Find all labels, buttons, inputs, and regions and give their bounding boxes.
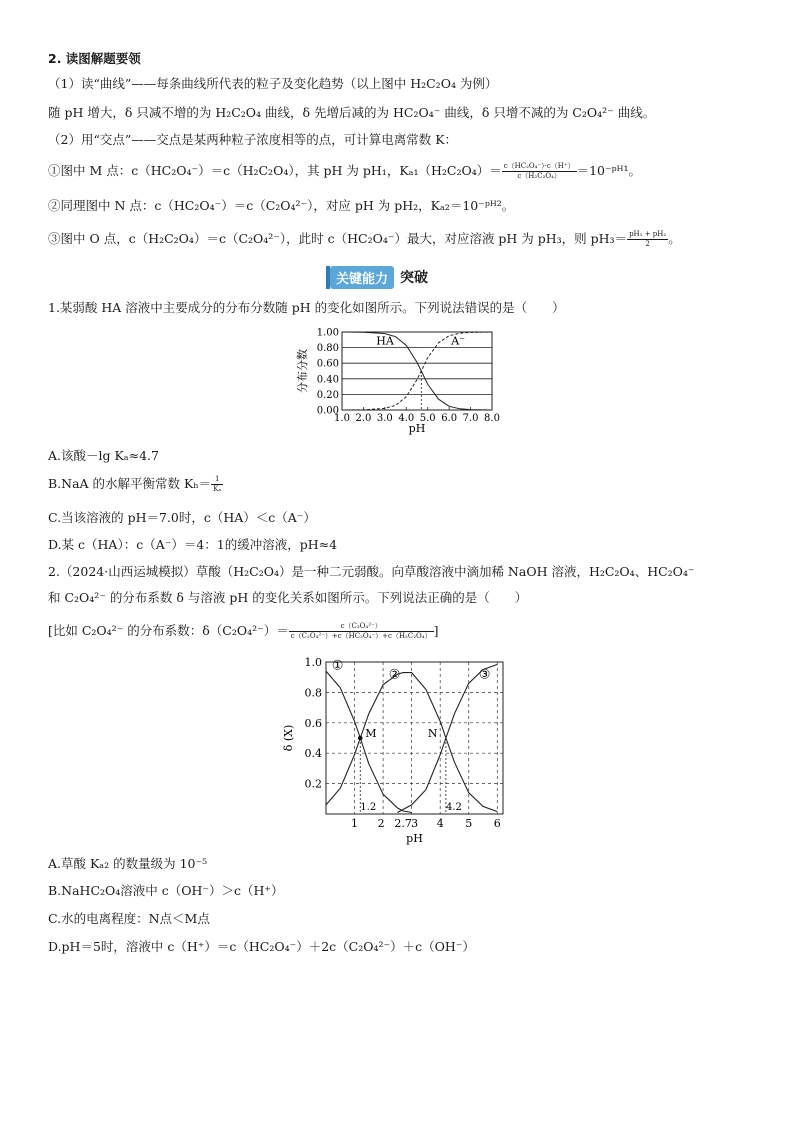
paragraph-point-m — [48, 162, 641, 181]
x-tick-label: 1 — [351, 817, 359, 830]
q1-option-a[interactable]: A.该酸－lg Kₐ≈4.7 — [48, 448, 159, 463]
series-label-a: A⁻ — [451, 334, 466, 348]
kh-denominator: Kₐ — [213, 485, 222, 493]
point-marker-M — [358, 736, 363, 741]
ka1-numerator: c（HC₂O₄⁻）·c（H⁺） — [503, 162, 575, 170]
q2-option-c[interactable]: C.水的电离程度：N点＜M点 — [48, 911, 210, 926]
ph3-fraction — [627, 230, 668, 249]
y-tick-label: 0.80 — [316, 343, 339, 355]
banner-tag: 关键能力 — [330, 266, 394, 289]
x-axis-label: pH — [406, 832, 423, 845]
y-tick-label: 0.2 — [304, 777, 322, 791]
y-tick-label: 0.60 — [316, 358, 339, 370]
q2-note — [48, 622, 438, 641]
q1-option-b[interactable] — [48, 475, 223, 494]
y-tick-label: 0.40 — [316, 374, 339, 386]
x-tick-label: 5 — [465, 817, 473, 830]
y-axis-label: δ (X) — [282, 724, 295, 752]
ka1-fraction — [502, 162, 577, 181]
ka1-denominator: c（H₂C₂O₄） — [517, 172, 561, 180]
y-tick-label: 1.0 — [304, 656, 322, 669]
series-label-ha: HA — [376, 334, 394, 348]
q1-option-b-text: B.NaA 的水解平衡常数 Kₕ＝ — [48, 476, 212, 491]
plot-frame — [326, 662, 503, 814]
q1-chart — [292, 322, 552, 442]
series-label-2: ② — [388, 667, 401, 683]
point-label-N: N — [427, 727, 438, 740]
kh-fraction — [211, 475, 223, 494]
x-tick-label: 4 — [436, 817, 444, 830]
banner-title: 突破 — [400, 270, 429, 286]
x-tick-label: 6.0 — [441, 413, 458, 424]
paragraph-point-n: ②同理图中 N 点：c（HC₂O₄⁻）＝c（C₂O₄²⁻），对应 pH 为 pH₂，Kₐ₂＝10⁻ᵖᴴ²。 — [48, 198, 515, 213]
series-line-2 — [397, 664, 497, 812]
ph3-denominator: 2 — [645, 240, 650, 248]
plot-frame — [342, 332, 492, 410]
y-axis-label: 分布分数 — [296, 349, 309, 393]
q1-option-c[interactable]: C.当该溶液的 pH＝7.0时，c（HA）＜c（A⁻） — [48, 510, 316, 525]
marked-x-label: 4.2 — [445, 802, 462, 813]
q1-option-d[interactable]: D.某 c（HA）：c（A⁻）＝4：1的缓冲溶液，pH≈4 — [48, 537, 338, 552]
x-tick-label: 6 — [493, 817, 501, 830]
q2-note-end: ] — [433, 623, 439, 638]
series-label-3: ③ — [478, 667, 491, 683]
point-o-end: 。 — [668, 231, 681, 246]
x-tick-label: 4.0 — [398, 413, 415, 424]
x-tick-label: 2 — [377, 817, 385, 830]
q2-option-d[interactable]: D.pH＝5时，溶液中 c（H⁺）＝c（HC₂O₄⁻）＋2c（C₂O₄²⁻）＋c（OH⁻） — [48, 939, 475, 954]
series-line-0 — [342, 332, 492, 410]
x-tick-label: 1.0 — [334, 413, 350, 424]
x-tick-label: 3 — [411, 817, 419, 830]
point-m-result: ＝10⁻ᵖᴴ¹。 — [576, 163, 641, 178]
x-tick-label: 2.0 — [355, 413, 372, 424]
y-tick-label: 0.8 — [304, 686, 322, 700]
paragraph-point-o — [48, 230, 681, 249]
y-tick-label: 0.4 — [304, 747, 322, 761]
delta-denominator: c（C₂O₄²⁻）+c（HC₂O₄⁻）+c（H₂C₂O₄） — [290, 632, 432, 640]
y-tick-label: 0.6 — [304, 716, 322, 730]
series-line-1 — [342, 332, 492, 410]
x-axis-label: pH — [408, 422, 426, 435]
key-ability-banner — [330, 266, 428, 288]
kh-numerator: 1 — [211, 475, 223, 485]
point-o-text: ③图中 O 点，c（H₂C₂O₄）＝c（C₂O₄²⁻），此时 c（HC₂O₄⁻）最大，对应溶液 pH 为 pH₃，则 pH₃＝ — [48, 231, 628, 246]
x-tick-label: 8.0 — [484, 413, 500, 424]
q2-chart — [280, 656, 520, 846]
series-label-1: ① — [331, 658, 344, 674]
x-tick-label: 2.7 — [394, 817, 412, 830]
q1-stem: 1.某弱酸 HA 溶液中主要成分的分布分数随 pH 的变化如图所示。下列说法错误的是（ ） — [48, 300, 565, 315]
paragraph-use-intersection: （2）用“交点”——交点是某两种粒子浓度相等的点，可计算电离常数 K： — [48, 132, 458, 147]
q2-option-b[interactable]: B.NaHC₂O₄溶液中 c（OH⁻）＞c（H⁺） — [48, 883, 284, 898]
y-tick-label: 0.20 — [316, 389, 339, 401]
y-tick-label: 0.00 — [316, 405, 339, 417]
point-label-M: M — [365, 727, 377, 740]
x-tick-label: 7.0 — [462, 413, 479, 424]
paragraph-curve-trend: 随 pH 增大，δ 只减不增的为 H₂C₂O₄ 曲线，δ 先增后减的为 HC₂O₄⁻ 曲线，δ 只增不减的为 C₂O₄²⁻ 曲线。 — [48, 105, 656, 120]
x-tick-label: 5.0 — [419, 413, 436, 424]
x-tick-label: 3.0 — [376, 413, 393, 424]
paragraph-read-curve: （1）读“曲线”——每条曲线所代表的粒子及变化趋势（以上图中 H₂C₂O₄ 为例） — [48, 76, 498, 91]
section-heading: 2. 读图解题要领 — [48, 51, 141, 66]
q2-stem-line2: 和 C₂O₄²⁻ 的分布系数 δ 与溶液 pH 的变化关系如图所示。下列说法正确的是（ ） — [48, 590, 528, 605]
point-m-text: ①图中 M 点：c（HC₂O₄⁻）＝c（H₂C₂O₄），其 pH 为 pH₁，Kₐ₁（H₂C₂O₄）＝ — [48, 163, 502, 178]
q2-note-text: [比如 C₂O₄²⁻ 的分布系数：δ（C₂O₄²⁻）＝ — [48, 623, 289, 638]
delta-numerator: c（C₂O₄²⁻） — [289, 622, 434, 632]
q2-stem-line1: 2.（2024·山西运城模拟）草酸（H₂C₂O₄）是一种二元弱酸。向草酸溶液中滴加稀 NaOH 溶液，H₂C₂O₄、HC₂O₄⁻ — [48, 564, 695, 579]
ph3-numerator: pH₁ + pH₂ — [629, 230, 667, 238]
delta-fraction — [289, 622, 434, 641]
q2-option-a[interactable]: A.草酸 Kₐ₂ 的数量级为 10⁻⁵ — [48, 856, 208, 871]
marked-x-label: 1.2 — [360, 802, 377, 813]
y-tick-label: 1.00 — [316, 327, 339, 339]
